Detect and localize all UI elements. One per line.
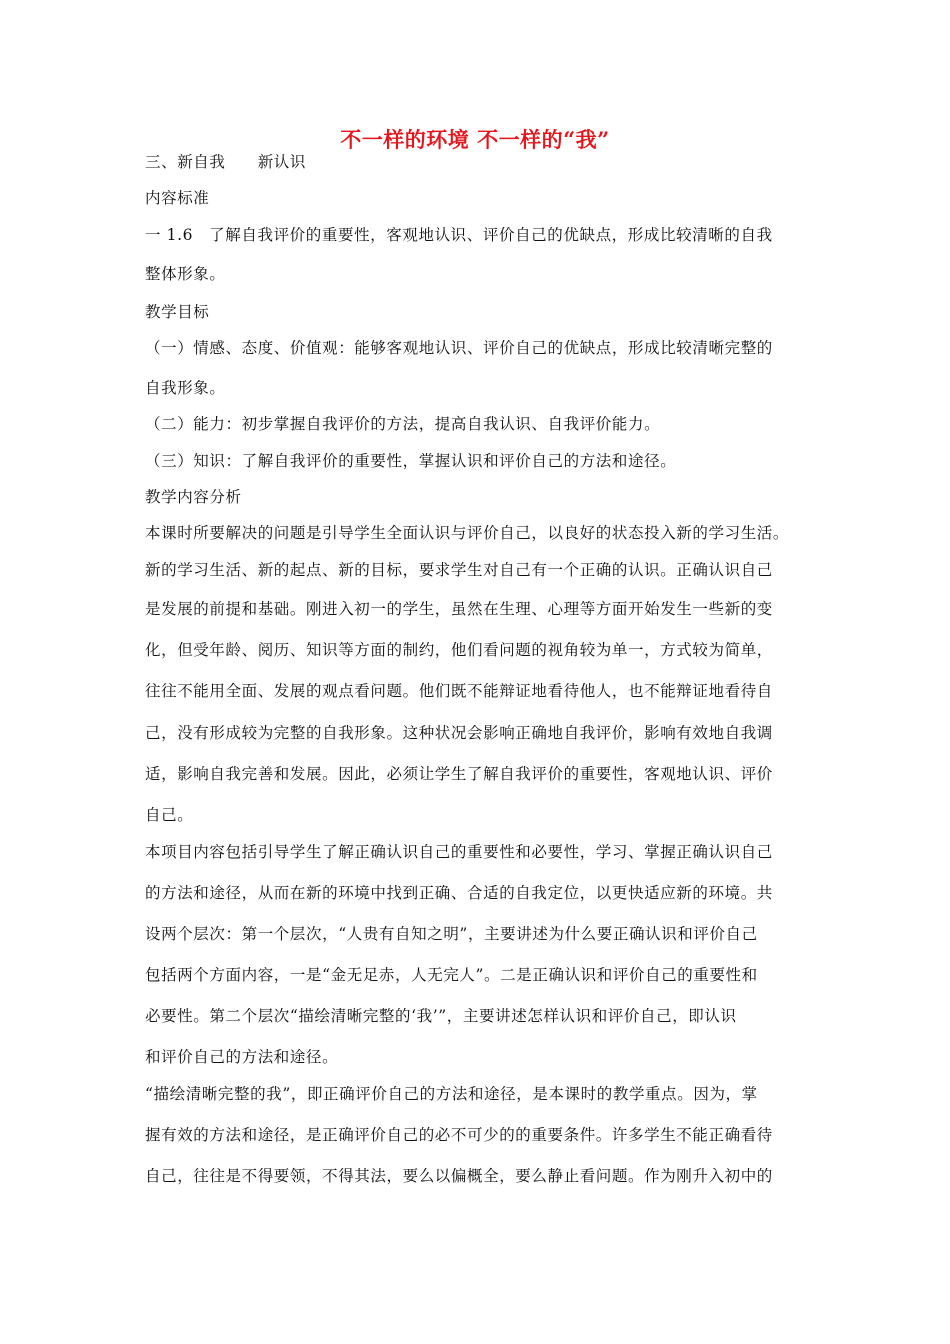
paragraph-line: 适，影响自我完善和发展。因此，必须让学生了解自我评价的重要性，客观地认识、评价 bbox=[145, 765, 773, 783]
paragraph-line: 自我形象。 bbox=[145, 379, 226, 397]
paragraph-line: 自己，往往是不得要领，不得其法，要么以偏概全，要么静止看问题。作为刚升入初中的 bbox=[145, 1167, 773, 1185]
paragraph-line: 新的学习生活、新的起点、新的目标，要求学生对自己有一个正确的认识。正确认识自己 bbox=[145, 561, 773, 579]
paragraph-line: 往往不能用全面、发展的观点看问题。他们既不能辩证地看待他人，也不能辩证地看待自 bbox=[145, 682, 773, 700]
paragraph-line: 自己。 bbox=[145, 806, 194, 824]
paragraph-line: “描绘清晰完整的我”，即正确评价自己的方法和途径，是本课时的教学重点。因为，掌 bbox=[145, 1085, 758, 1103]
subheading-teaching-goals: 教学目标 bbox=[145, 303, 210, 321]
paragraph-line: 己，没有形成较为完整的自我形象。这种状况会影响正确地自我评价，影响有效地自我调 bbox=[145, 724, 773, 742]
paragraph-line: 是发展的前提和基础。刚进入初一的学生，虽然在生理、心理等方面开始发生一些新的变 bbox=[145, 600, 773, 618]
paragraph-line: 和评价自己的方法和途径。 bbox=[145, 1048, 339, 1066]
paragraph-line: 一 1.6 了解自我评价的重要性，客观地认识、评价自己的优缺点，形成比较清晰的自我 bbox=[145, 226, 773, 244]
paragraph-line: 包括两个方面内容，一是“金无足赤，人无完人”。二是正确认识和评价自己的重要性和 bbox=[145, 966, 758, 984]
section-heading: 三、新自我 新认识 bbox=[145, 153, 307, 171]
paragraph-line: （二）能力：初步掌握自我评价的方法，提高自我认识、自我评价能力。 bbox=[145, 415, 661, 433]
paragraph-line: 整体形象。 bbox=[145, 265, 226, 283]
paragraph-line: 必要性。第二个层次“描绘清晰完整的‘我’”，主要讲述怎样认识和评价自己，即认识 bbox=[145, 1007, 737, 1025]
paragraph-line: 本课时所要解决的问题是引导学生全面认识与评价自己，以良好的状态投入新的学习生活。 bbox=[145, 524, 790, 542]
paragraph-line: （一）情感、态度、价值观：能够客观地认识、评价自己的优缺点，形成比较清晰完整的 bbox=[145, 339, 773, 357]
paragraph-line: 设两个层次：第一个层次，“人贵有自知之明”，主要讲述为什么要正确认识和评价自己 bbox=[145, 925, 758, 943]
paragraph-line: 握有效的方法和途径，是正确评价自己的必不可少的的重要条件。许多学生不能正确看待 bbox=[145, 1126, 773, 1144]
paragraph-line: 的方法和途径，从而在新的环境中找到正确、合适的自我定位，以更快适应新的环境。共 bbox=[145, 884, 773, 902]
subheading-content-standard: 内容标准 bbox=[145, 189, 210, 207]
paragraph-line: 本项目内容包括引导学生了解正确认识自己的重要性和必要性，学习、掌握正确认识自己 bbox=[145, 843, 773, 861]
document-title: 不一样的环境 不一样的“我” bbox=[340, 127, 610, 152]
subheading-content-analysis: 教学内容分析 bbox=[145, 488, 242, 506]
paragraph-line: （三）知识：了解自我评价的重要性，掌握认识和评价自己的方法和途径。 bbox=[145, 452, 677, 470]
paragraph-line: 化，但受年龄、阅历、知识等方面的制约，他们看问题的视角较为单一，方式较为简单， bbox=[145, 641, 773, 659]
